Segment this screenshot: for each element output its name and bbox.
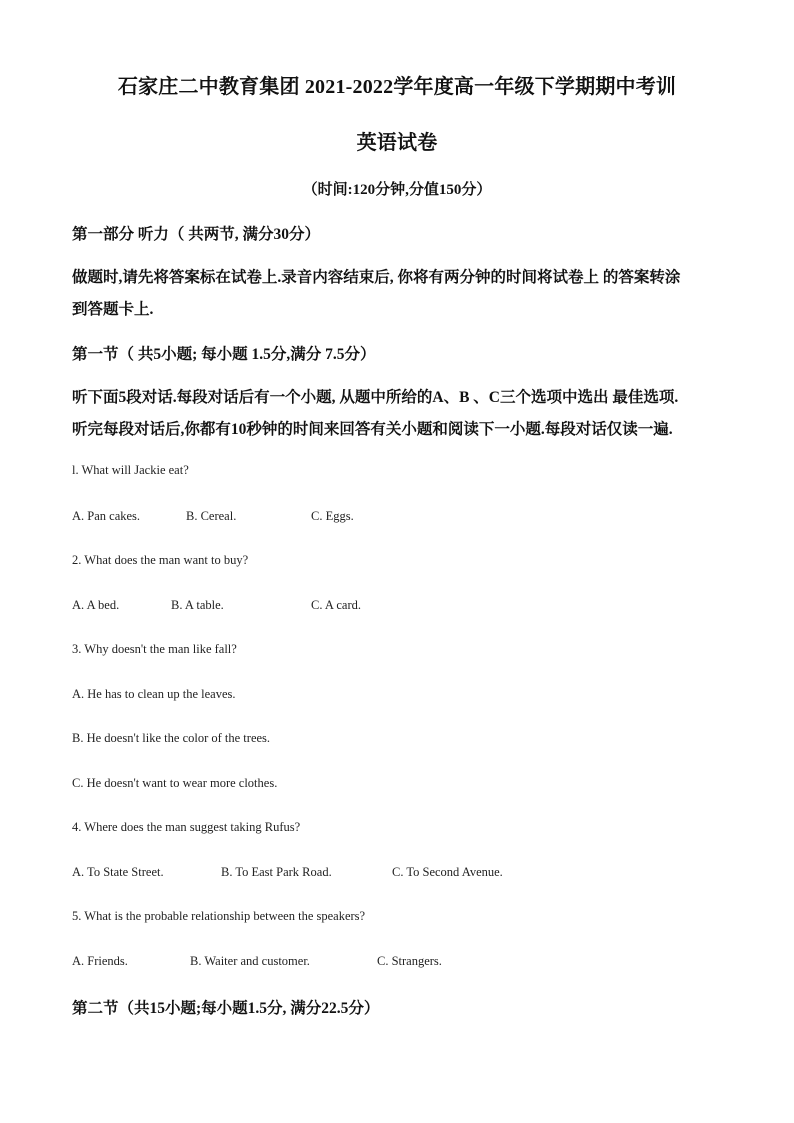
question-5: 5. What is the probable relationship between the speakers? — [72, 909, 366, 923]
question-1-option-b: B. Cereal. — [186, 509, 237, 523]
question-2: 2. What does the man want to buy? — [72, 553, 249, 567]
question-1-option-a: A. Pan cakes. — [72, 509, 141, 523]
question-4-option-b: B. To East Park Road. — [221, 865, 332, 879]
question-4-option-c: C. To Second Avenue. — [392, 865, 503, 879]
question-2-option-c: C. A card. — [311, 598, 361, 612]
question-3-option-c: C. He doesn't want to wear more clothes. — [72, 776, 278, 790]
question-3-option-a: A. He has to clean up the leaves. — [72, 687, 236, 701]
question-1-option-c: C. Eggs. — [311, 509, 354, 523]
section1-instruction-line1: 听下面5段对话.每段对话后有一个小题, 从题中所给的A、B 、C三个选项中选出 最佳选项. — [72, 389, 679, 406]
exam-title-line2: 英语试卷 — [356, 132, 438, 154]
part1-heading: 第一部分 听力（ 共两节, 满分30分） — [72, 226, 321, 243]
question-2-option-b: B. A table. — [171, 598, 224, 612]
question-4: 4. Where does the man suggest taking Rufus? — [72, 820, 301, 834]
section2-heading: 第二节（共15小题;每小题1.5分, 满分22.5分） — [72, 1000, 380, 1017]
question-3-option-b: B. He doesn't like the color of the trees. — [72, 731, 271, 745]
question-2-option-a: A. A bed. — [72, 598, 120, 612]
time-note: （时间:120分钟,分值150分） — [302, 182, 492, 198]
question-5-option-a: A. Friends. — [72, 954, 128, 968]
exam-title-line1: 石家庄二中教育集团 2021-2022学年度高一年级下学期期中考训 — [117, 76, 677, 98]
question-3: 3. Why doesn't the man like fall? — [72, 642, 237, 656]
section1-heading: 第一节（ 共5小题; 每小题 1.5分,满分 7.5分） — [72, 346, 376, 363]
question-5-option-b: B. Waiter and customer. — [190, 954, 310, 968]
question-5-option-c: C. Strangers. — [377, 954, 442, 968]
part1-instruction-line2: 到答题卡上. — [72, 301, 154, 318]
question-4-option-a: A. To State Street. — [72, 865, 164, 879]
part1-instruction-line1: 做题时,请先将答案标在试卷上.录音内容结束后, 你将有两分钟的时间将试卷上 的答案转涂 — [72, 269, 681, 286]
section1-instruction-line2: 听完每段对话后,你都有10秒钟的时间来回答有关小题和阅读下一小题.每段对话仅读一遍. — [72, 421, 673, 438]
question-1: l. What will Jackie eat? — [72, 463, 189, 477]
